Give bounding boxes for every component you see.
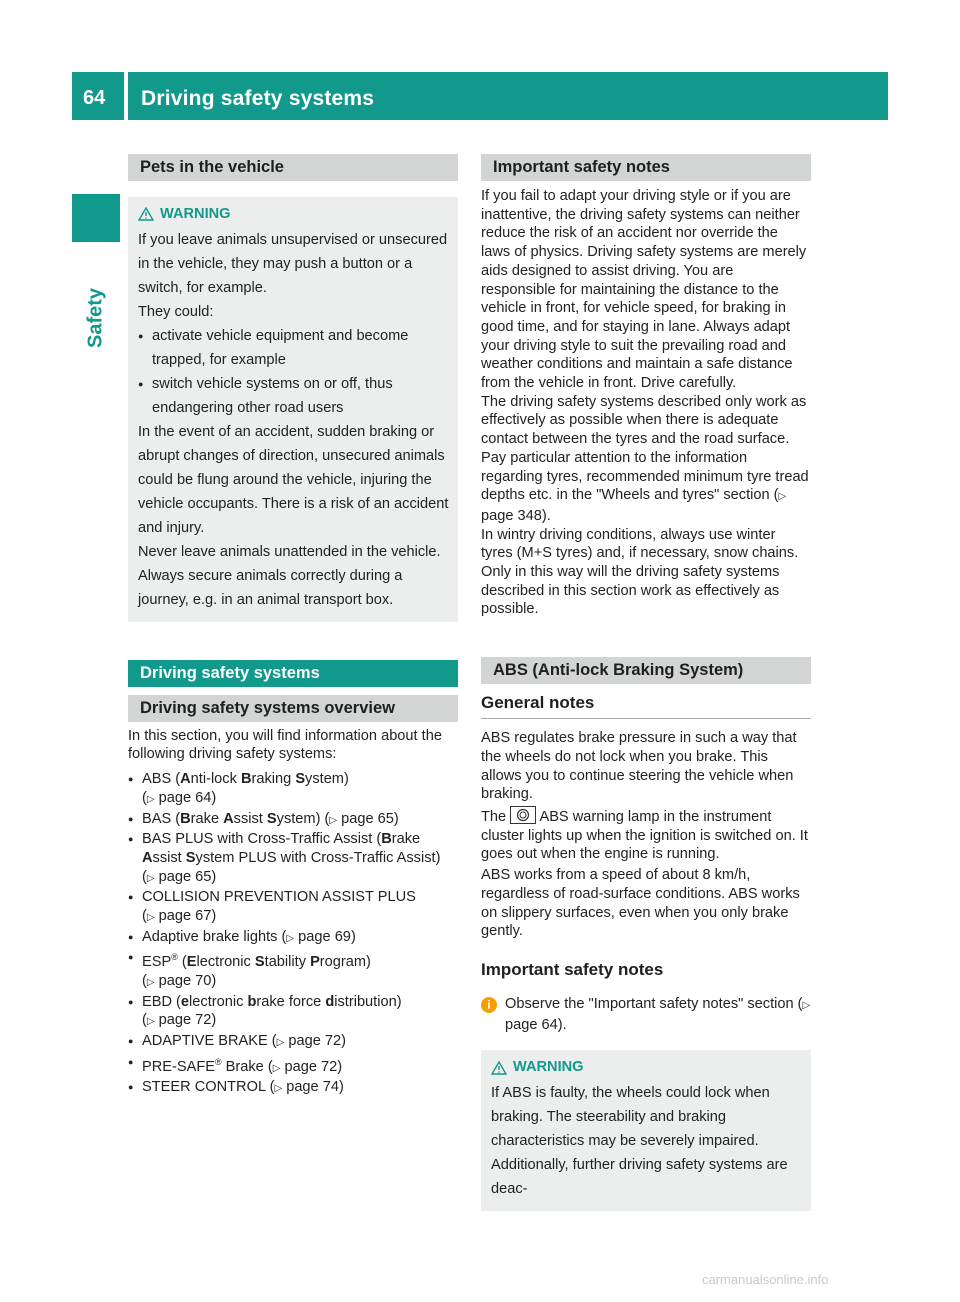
page-ref-link[interactable]: page 65 (341, 810, 394, 827)
side-label-text: Safety (84, 287, 107, 349)
warning-triangle-icon (491, 1061, 507, 1075)
right-column (481, 154, 811, 1211)
warning-label: WARNING (513, 1059, 584, 1076)
list-item-ebd: ● EBD (electronic brake force distribution) (▷ page 72) (128, 993, 458, 1032)
systems-list (128, 770, 458, 1099)
page-ref-icon: ▷ (272, 1062, 281, 1074)
list-item-bas: ● BAS (Brake Assist System) (▷ page 65) (128, 810, 458, 831)
page-ref-link[interactable]: page 65 (158, 868, 212, 885)
body-text: ABS works from a speed of about 8 km/h, regardless of road-surface conditions. ABS works on slippery surfaces, even when you only brake gently. (481, 867, 800, 940)
list-item-adaptive-brake: ● ADAPTIVE BRAKE (▷ page 72) (128, 1032, 458, 1053)
page-ref-link[interactable]: page 67 (158, 908, 212, 925)
warning-list (138, 324, 450, 420)
header-title: Driving safety systems (141, 87, 375, 110)
warning-text: If ABS is faulty, the wheels could lock when braking. The steerability and braking characteristics may be severely impaired. Additionally, further driving safety systems are deac- (491, 1085, 788, 1198)
list-item-esp: ● ESP® (Electronic Stability Program) (▷ page 70) (128, 948, 458, 992)
warning-heading (138, 205, 450, 224)
list-item: ● activate vehicle equipment and become trapped, for example (138, 324, 450, 372)
page-ref-icon: ▷ (778, 491, 787, 503)
section-title-dss: Driving safety systems (128, 660, 458, 687)
page-ref-link[interactable]: page 64 (158, 789, 212, 806)
page-ref-icon: ▷ (286, 932, 295, 944)
warning-heading (491, 1058, 803, 1077)
warning-text: Never leave animals unattended in the vehicle. Always secure animals correctly during a journey, e.g. in an animal transport box. (138, 543, 441, 608)
page-ref-link[interactable]: page 72 (158, 1012, 212, 1029)
side-tab (72, 194, 120, 242)
side-label (84, 287, 108, 349)
list-item-bas-plus: ● BAS PLUS with Cross-Traffic Assist (Brake Assist System PLUS with Cross-Traffic Assist) (▷ page 65) (128, 830, 458, 888)
isn-title: Important safety notes (481, 154, 811, 181)
page-ref-link[interactable]: page 74 (286, 1079, 339, 1096)
page-ref-icon: ▷ (274, 1083, 283, 1095)
page-ref-link[interactable]: page 72 (288, 1033, 342, 1050)
page-ref-icon: ▷ (329, 814, 338, 826)
body-text: ABS regulates brake pressure in such a way that the wheels do not lock when you brake. This allows you to continue steering the vehicle when braking. (481, 730, 797, 803)
page-ref-link[interactable]: page 348 (481, 507, 542, 524)
body-text: The driving safety systems described only work as effectively as possible when there is adequate contact between the tyres and the road surface. Pay particular attention to the information regarding tyres, recommended minimum tyre tread depths etc. in the "Wheels and tyres" section (▷ page 348). (481, 393, 809, 524)
page-ref-icon: ▷ (146, 793, 155, 805)
list-item-collision: ● COLLISION PREVENTION ASSIST PLUS (▷ page 67) (128, 888, 458, 927)
list-item-steer: ● STEER CONTROL (▷ page 74) (128, 1078, 458, 1099)
warning-text: If you leave animals unsupervised or unsecured in the vehicle, they may push a button or a switch, for example. (138, 231, 448, 296)
page-ref-link[interactable]: page 72 (284, 1058, 338, 1075)
body-text: The ABS warning lamp in the instrument cluster lights up when the ignition is switched on. It goes out when the engine is running. (481, 806, 811, 864)
list-item-abs: ● ABS (Anti-lock Braking System) (▷ page 64) (128, 770, 458, 809)
page-number: 64 (83, 87, 106, 109)
warning-triangle-icon (138, 207, 154, 221)
abs-warning-lamp-icon (510, 806, 536, 824)
page-ref-link[interactable]: page 69 (298, 928, 351, 945)
overview-title: Driving safety systems overview (128, 695, 458, 722)
abs-title: ABS (Anti-lock Braking System) (481, 657, 811, 684)
body-text: If you fail to adapt your driving style or if you are inattentive, the driving safety systems can neither reduce the risk of an accident nor override the laws of physics. Driving safety systems are merely aids designed to assist driving. You are responsible for maintaining the distance to the vehicle in front, for vehicle speed, for braking in good time, and for staying in lane. Always adapt your driving style to suit the prevailing road and weather conditions and maintain a safe distance from the vehicle in front. Drive carefully. (481, 188, 807, 392)
overview-intro: In this section, you will find information about the following driving safety systems: (128, 727, 442, 763)
body-text: In wintry driving conditions, always use winter tyres (M+S tyres) and, if necessary, snow chains. Only in this way will the driving safety systems described in this section work as effectively as possible. (481, 526, 799, 618)
page-ref-icon: ▷ (146, 912, 155, 924)
page-header (72, 72, 888, 120)
page-ref-link[interactable]: page 70 (158, 973, 212, 989)
page-ref-link[interactable]: page 64 (505, 1016, 558, 1033)
list-item-presafe: ● PRE-SAFE® Brake (▷ page 72) (128, 1053, 458, 1079)
page-ref-icon: ▷ (146, 872, 155, 884)
page-ref-icon: ▷ (146, 977, 155, 988)
warning-box-abs (481, 1050, 811, 1211)
page-ref-icon: ▷ (276, 1037, 285, 1049)
warning-label: WARNING (160, 206, 231, 222)
info-note (481, 995, 811, 1034)
list-item-adaptive-lights: ● Adaptive brake lights (▷ page 69) (128, 928, 458, 949)
footer-watermark: carmanualsonline.info (702, 1272, 829, 1287)
pets-title: Pets in the vehicle (128, 154, 458, 181)
info-text: Observe the "Important safety notes" section (▷ page 64). (505, 995, 811, 1033)
left-column (128, 154, 458, 1099)
general-notes-title: General notes (481, 692, 811, 719)
warning-box-pets (128, 197, 458, 622)
isn2-title: Important safety notes (481, 959, 664, 979)
info-icon: i (481, 997, 497, 1013)
header-divider (124, 72, 128, 120)
page-ref-icon: ▷ (146, 1016, 155, 1028)
page-ref-icon: ▷ (802, 999, 811, 1011)
list-item: ● switch vehicle systems on or off, thus endangering other road users (138, 372, 450, 420)
warning-text: In the event of an accident, sudden braking or abrupt changes of direction, unsecured animals could be flung around the vehicle, injuring the vehicle occupants. There is a risk of an accident and injury. (138, 423, 449, 536)
warning-text: They could: (138, 303, 214, 320)
